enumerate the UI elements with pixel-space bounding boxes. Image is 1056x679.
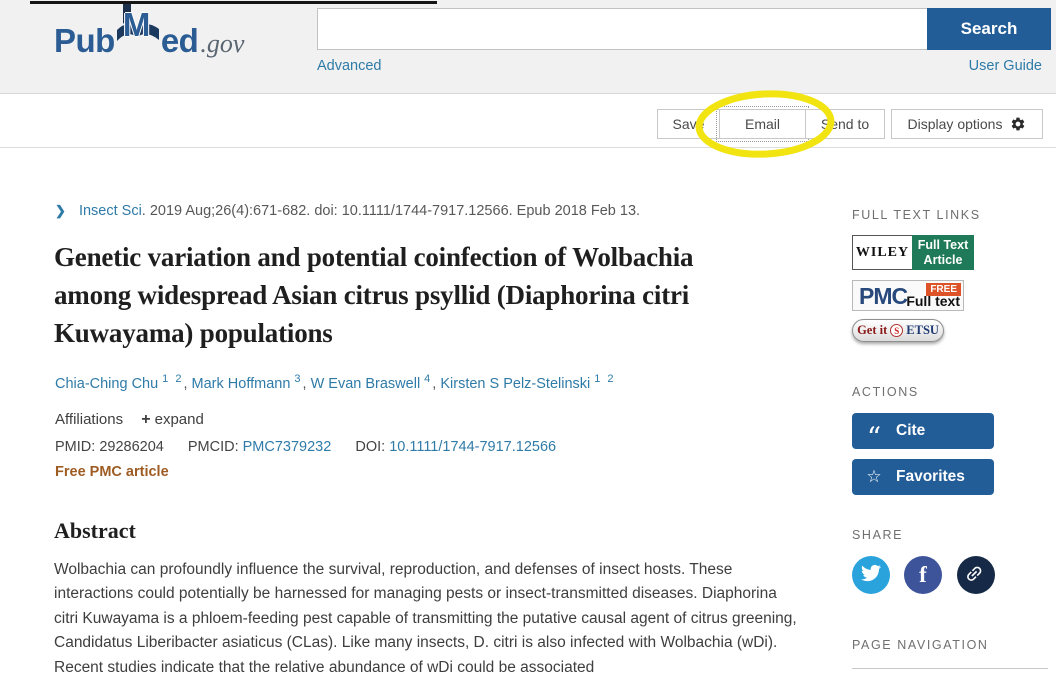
- sidebar-divider: [852, 668, 1048, 669]
- email-button[interactable]: Email: [719, 109, 806, 139]
- doi-label: DOI:: [355, 439, 386, 455]
- favorites-button[interactable]: [852, 459, 994, 495]
- affiliations-label: Affiliations: [55, 411, 124, 428]
- logo-text-gov: .gov: [200, 29, 245, 58]
- share-facebook-button[interactable]: [904, 556, 942, 594]
- book-icon: [115, 6, 161, 52]
- send-to-button[interactable]: Send to: [805, 109, 885, 139]
- search-button[interactable]: Search: [927, 8, 1051, 50]
- wiley-logo: WILEY: [852, 235, 912, 270]
- chevron-right-icon[interactable]: ❯: [55, 203, 66, 218]
- pmcid-link[interactable]: PMC7379232: [242, 439, 332, 455]
- cite-button[interactable]: [852, 413, 994, 454]
- pmcid-label: PMCID:: [187, 439, 239, 455]
- display-options-button[interactable]: [891, 109, 1043, 139]
- cite-label: Cite: [896, 422, 926, 439]
- wiley-full-text-link[interactable]: [852, 235, 974, 270]
- save-button[interactable]: Save: [657, 109, 720, 139]
- favorites-label: Favorites: [896, 468, 965, 485]
- pmc-logo: PMC: [859, 283, 908, 309]
- identifiers-row: [55, 439, 576, 455]
- search-input[interactable]: [317, 8, 927, 50]
- pmc-full-text-label: Full text: [906, 293, 960, 309]
- header: [0, 0, 1056, 94]
- pmc-full-text-link[interactable]: [852, 280, 964, 311]
- twitter-icon: [861, 563, 881, 588]
- abstract-heading: Abstract: [54, 518, 136, 543]
- share-heading: SHARE: [852, 528, 904, 542]
- facebook-icon: f: [919, 562, 927, 587]
- advanced-search-link[interactable]: Advanced: [317, 58, 382, 74]
- expand-affiliations-button[interactable]: [141, 411, 204, 428]
- logo-text-ed: ed: [160, 22, 199, 59]
- plus-icon: +: [141, 411, 151, 428]
- doi-link[interactable]: 10.1111/1744-7917.12566: [389, 439, 557, 455]
- logo-text-pub: Pub: [54, 22, 115, 59]
- display-options-label: Display options: [907, 116, 1003, 132]
- author-link[interactable]: Kirsten S Pelz-Stelinski $^{1 2}$: [440, 373, 616, 392]
- pmid-value: 29286204: [99, 439, 164, 455]
- abstract-text: Wolbachia can profoundly influence the survival, reproduction, and defenses of insect hosts. These interactions could potentially be harnessed for managing pests or insect-transmitted diseases. Diaphorina citri Kuwayama is a phloem-feeding pest capable of transmitting the putative causal agent of citrus greening, Candidatus Liberibacter asiaticus (CLas). Like many insects, D. citri is also infected with Wolbachia (wDi). Recent studies indicate that the relative abundance of wDi could be associated: [54, 561, 797, 676]
- get-it-etsu-link[interactable]: [852, 319, 944, 342]
- pmid-label: PMID:: [55, 439, 96, 455]
- journal-citation: [55, 203, 640, 219]
- expand-label: expand: [154, 411, 204, 428]
- author-link[interactable]: Chia-Ching Chu $^{1 2}$: [55, 373, 184, 392]
- author-link[interactable]: Mark Hoffmann $^3$: [191, 373, 303, 392]
- authors-list: Chia-Ching Chu $^{1 2}$, Mark Hoffmann $^3$, W Evan Braswell $^4$, Kirsten S Pelz-Stelinski $^{1 2}$: [55, 373, 616, 392]
- article-title: Genetic variation and potential coinfection of Wolbachia among widespread Asian citrus psyllid (Diaphorina citri Kuwayama) populations: [54, 242, 694, 348]
- journal-link[interactable]: Insect Sci: [78, 203, 142, 219]
- quote-icon: “: [866, 421, 882, 454]
- wiley-full-text-label: Full Text Article: [912, 235, 974, 270]
- author-link[interactable]: W Evan Braswell $^4$: [310, 373, 433, 392]
- page-navigation-heading: PAGE NAVIGATION: [852, 638, 989, 652]
- full-text-links-heading: FULL TEXT LINKS: [852, 208, 981, 222]
- user-guide-link[interactable]: User Guide: [968, 58, 1042, 74]
- pubmed-logo[interactable]: [54, 6, 245, 60]
- pmc-free-badge: FREE: [926, 283, 961, 296]
- gear-icon: [1010, 116, 1026, 132]
- actions-heading: ACTIONS: [852, 385, 919, 399]
- etsu-get-it-label: Get it: [857, 323, 888, 337]
- share-permalink-button[interactable]: [957, 556, 995, 594]
- logo-text-m: M: [122, 6, 151, 43]
- share-twitter-button[interactable]: [852, 556, 890, 594]
- screenshot-artifact-line: [30, 1, 437, 4]
- sfx-icon: S: [890, 324, 903, 337]
- affiliations-row: [55, 411, 204, 429]
- link-icon: [960, 559, 992, 591]
- free-pmc-article-badge: Free PMC article: [55, 464, 169, 480]
- citation-details: . 2019 Aug;26(4):671-682. doi: 10.1111/1744-7917.12566. Epub 2018 Feb 13.: [141, 203, 641, 219]
- etsu-brand-label: ETSU: [906, 323, 939, 337]
- star-icon: ☆: [866, 467, 882, 486]
